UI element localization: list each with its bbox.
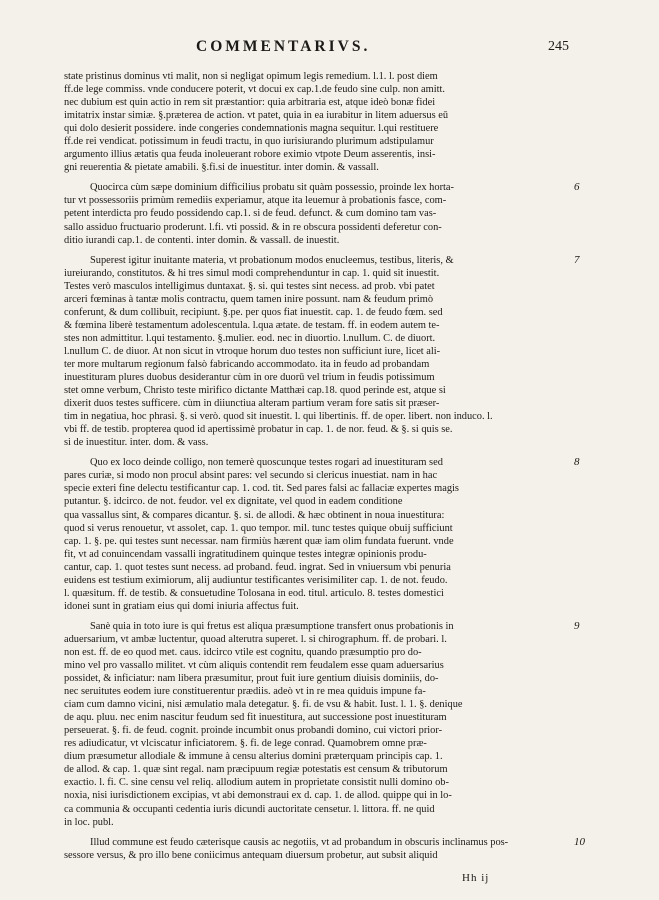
signature-mark: Hh ij: [462, 872, 490, 884]
text-line: aduersarium, vt ambæ luctentur, quoad alterutra superet. l. si chirographum. ff. de probari. l.: [64, 633, 447, 645]
margin-paragraph-number: 8: [574, 456, 580, 469]
paragraph-gap: [64, 174, 566, 181]
text-line: l.nullum C. de diuor. At non sicut in vtroque horum duo testes non sufficiunt iure, licet ali-: [64, 345, 441, 357]
margin-paragraph-number: 10: [574, 835, 585, 848]
text-line: de aqu. pluu. nec enim nascitur feudum sed fit inuestitura, aut successione post inuestituram: [64, 712, 447, 724]
text-line: stes non admittitur. l.qui testamento. §.mulier. eod. nec in diuortio. l.nullum. C. de diuort.: [64, 332, 436, 344]
text-line: Illud commune est feudo cæterisque causis ac negotiis, vt ad probandum in obscuris inclinamus pos-: [90, 836, 509, 848]
text-line: ca communia & occupanti cedentia iuris dicundi auctoritate censetur. l. littora. ff. ne quid: [64, 803, 435, 815]
text-line: tim in negatiua, hoc phrasi. §. si verò. quod sit inuestit. l. qui libertinis. ff. de oper. libert. non induco. l.: [64, 411, 493, 423]
text-line: si de inuestitur. inter. dom. & vass.: [64, 437, 209, 449]
text-line: putantur. §. idcirco. de not. feudor. vel ex dignitate, vel quod in eadem conditione: [64, 496, 403, 508]
text-line: idonei sunt in gratiam eius qui domi iniuria affectus fuit.: [64, 600, 299, 612]
text-line: ff.de rei vendicat. potissimum in feudi tractu, in quo iurisiurando plurimum adstipulamur: [64, 136, 434, 148]
text-line: imitatrix instar simiæ. §.præterea de action. vt patet, quia in ea iurabitur in litem aduersus eū: [64, 110, 449, 122]
text-line: fit, vt ad conuincendam vassalli ingratitudinem quinque testes integræ opinionis produ-: [64, 548, 427, 560]
text-line: petent interdicta pro feudo possidendo cap.1. si de feud. defunct. & cum domino tam vas-: [64, 208, 437, 220]
text-line: conferunt, & dum collibuit, recipiunt. §.pe. per quos fiat inuestit. cap. 1. de feudo fœm. sed: [64, 306, 443, 318]
margin-paragraph-number: 6: [574, 181, 580, 194]
paragraph-gap: [64, 449, 566, 456]
text-line: ciam cum damno vicini, nisi æmulatio mala detegatur. §. fi. de vsu & habit. Iust. l. 1. §. denique: [64, 699, 463, 711]
text-line: dium præsumetur allodiale & immune à censu alterius domini præterquam principis cap. 1.: [64, 751, 443, 763]
text-line: possidet, & inficiatur: nam libera præsumitur, prout fuit iure gentium diuisis dominiis, do-: [64, 673, 439, 685]
text-line: ff.de lege commiss. vnde conducere poterit, vt docui ex cap.1.de feudo sine culp. non amitt.: [64, 84, 445, 96]
paragraph: [64, 181, 566, 246]
text-line: nec dubium est quin actio in rem sit præstantior: quia arbitraria est, atque ideò bonæ fidei: [64, 97, 436, 109]
paragraph-gap: [64, 829, 566, 836]
text-line: sessore versus, & pro illo bene coniicimus antequam diuersum probetur, aut subsit aliquid: [64, 849, 438, 861]
margin-paragraph-number: 9: [574, 620, 580, 632]
text-line: cap. 1. §. pe. qui testes sunt necessar. nam firmiùs hærent quæ iam olim fundata fuerunt. vnde: [64, 535, 454, 547]
text-line: euidens est testium eximiorum, alij audiuntur testificantes verisimiliter cap. 1. de not. feudo.: [64, 574, 448, 586]
text-line: non est. ff. de eo quod met. caus. idcirco vtile est cognitu, quando præsumptio pro do-: [64, 646, 422, 658]
text-line: argumento illius ætatis qua feuda inoleuerant robore eximio vtpote Deum asserentis, insi-: [64, 149, 436, 161]
text-line: arceri fœminas à tantæ molis contractu, quem tamen inire possunt. nam & feudum primò: [64, 293, 434, 305]
text-line: perseuerat. §. fi. de feud. cognit. proinde incumbit onus probandi domino, cui victori prior-: [64, 725, 443, 737]
paragraph: [64, 70, 566, 174]
paragraph: [64, 254, 566, 450]
text-line: vbi ff. de testib. propterea quod id apertissimè probatur in cap. 1. de nor. feud. & §. si quis se.: [64, 424, 453, 436]
text-line: Quo ex loco deinde colligo, non temerè quoscunque testes rogari ad inuestituram sed: [90, 457, 443, 469]
text-line: de allod. & cap. 1. quæ sint regal. nam præcipuum regiæ potestatis est censum & tributorum: [64, 764, 448, 776]
text-line: dixerit duos testes sufficere. cùm in diiunctiua alteram partium veram fore satis sit præser-: [64, 398, 440, 410]
text-line: Superest igitur inuitante materia, vt probationum modos enucleemus, testibus, literis, &: [90, 254, 454, 266]
text-line: cantur, cap. 1. quot testes sunt necess. ad proband. feud. ingrat. Sed in vniuersum vbi penuria: [64, 561, 451, 573]
text-line: qui dolo desierit possidere. inde congeries condemnationis magna sequitur. l.qui restituere: [64, 123, 439, 135]
margin-paragraph-number: 7: [574, 253, 580, 266]
paragraph: [64, 456, 566, 613]
page-number: 245: [548, 39, 569, 54]
text-line: qua vassallus sint, & compares dicantur. §. si. de allodi. & hæc obtinent in noua inuestitura:: [64, 509, 445, 521]
text-line: l. quæsitum. ff. de testib. & consuetudine Tolosana in eod. titul. articulo. 8. testes domestici: [64, 587, 444, 599]
text-line: exactio. l. fi. C. sine censu vel reliq. allodium autem in proprietate consistit nulli domino ob-: [64, 777, 449, 789]
paragraph: [64, 836, 566, 862]
text-line: noxia, nisi iurisdictionem excipias, vt abi demonstraui ex d. cap. 1. de allod. quippe qui in lo-: [64, 790, 452, 802]
text-line: iureiurando, constitutos. & hi tres simul modi comprehenduntur in cap. 1. quid sit inuestit.: [64, 267, 440, 279]
paragraph-gap: [64, 613, 566, 620]
text-line: state pristinus dominus vti malit, non si negligat opimum legis remedium. l.1. l. post diem: [64, 71, 438, 82]
text-line: mino vel pro vassallo militet. vt cùm aliquis contendit rem feudalem esse quam aduersarius: [64, 660, 444, 672]
text-line: pares curiæ, si modo non procul absint pares: vel secundo si clericus inuestiat. nam in hac: [64, 470, 438, 482]
text-line: Sanè quia in toto iure is qui fretus est aliqua præsumptione transfert onus probationis in: [90, 620, 454, 632]
text-line: tur vt possessoriis primùm remediis experiamur, atque ita leuemur à probationis fasce, com-: [64, 195, 447, 207]
paragraph: [64, 620, 566, 829]
text-line: specie exteri fine delectu testificantur cap. 1. cod. tit. Sed pares falsi ac fallaciæ expertes magis: [64, 483, 459, 495]
text-line: nec seruitutes eodem iure constituerentur prædiis. adeò vt in re mea quiduis impune fa-: [64, 686, 426, 698]
text-line: gni reuerentia & pietate amabili. §.fi.si de inuestitur. inter domin. & vassall.: [64, 162, 379, 174]
paragraph-gap: [64, 247, 566, 254]
running-title: COMMENTARIVS.: [196, 38, 371, 55]
text-line: quod si verus renouetur, vt assolet, cap. 1. quo tempor. mil. tunc testes quique obuij sufficiunt: [64, 522, 453, 534]
text-line: inuestituram plures duobus desiderantur cùm in ore duorū vel trium in feudis potissimum: [64, 372, 435, 384]
text-body: [64, 70, 566, 862]
page-header: [0, 38, 659, 62]
text-line: ter more multarum regionum falsò fabricando accommodato. ita in feudo ad probandam: [64, 358, 430, 370]
text-line: Testes verò masculos intelligimus duntaxat. §. si. qui testes sint necess. ad prob. vbi patet: [64, 280, 435, 292]
text-line: in loc. publ.: [64, 816, 114, 828]
text-line: res adiudicatur, vt vlciscatur inficiatorem. §. fi. de lege conrad. Quamobrem omne præ-: [64, 738, 427, 750]
text-line: sallo assiduo fructuario proderunt. l.fi. vti possid. & in re obscura possidenti deferetur con-: [64, 221, 442, 233]
text-line: stet omne verbum, Christo teste mirifico dictante Matthæi cap.18. quod perinde est, atque si: [64, 385, 446, 397]
text-line: & fœmina liberè testamentum adolescentula. l.qua ætate. de testam. ff. in eodem autem te-: [64, 319, 440, 331]
text-line: ditio iurandi cap.1. de contenti. inter domin. & vassall. de inuestit.: [64, 234, 340, 246]
text-line: Quocirca cùm sæpe dominium difficilius probatu sit quàm possessio, proinde lex horta-: [90, 182, 454, 194]
